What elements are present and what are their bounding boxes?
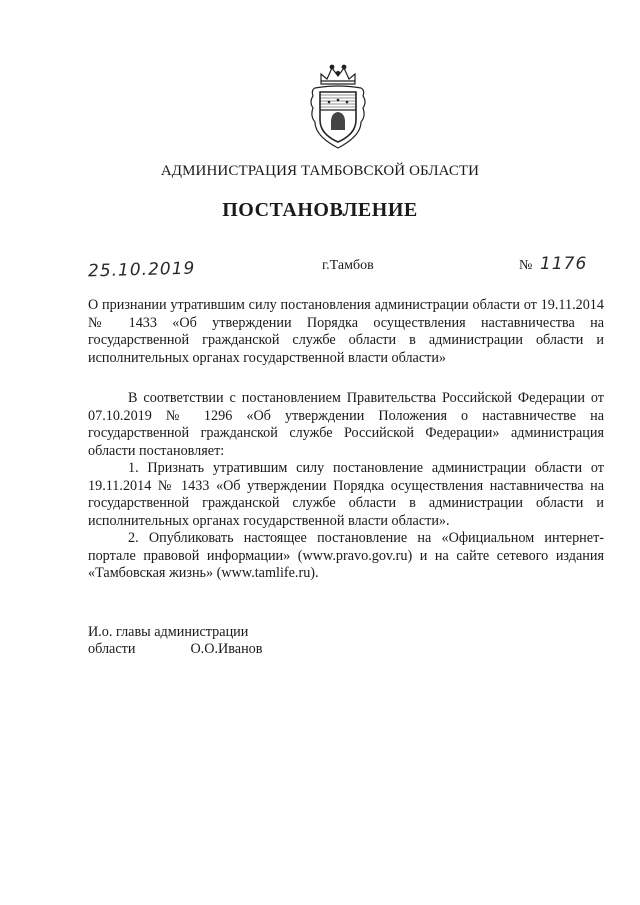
signature-block <box>88 624 262 658</box>
document-number-label: № <box>519 258 533 273</box>
signatory-name: О.О.Иванов <box>190 641 263 657</box>
item-1-paragraph: 1. Признать утратившим силу постановление администрации области от 19.11.2014 № 1433 «Об утверждении Порядка осуществления наставничества на государственной гражданской службе области в администрации области и исполнительных органах государственной власти области». <box>88 460 604 529</box>
signatory-position-region: области <box>88 641 136 657</box>
signatory-position-line2 <box>88 641 262 658</box>
issuing-authority: АДМИНИСТРАЦИЯ ТАМБОВСКОЙ ОБЛАСТИ <box>160 163 480 179</box>
preamble-paragraph: В соответствии с постановлением Правительства Российской Федерации от 07.10.2019 № 1296 «Об утверждении Положения о наставничестве на государственной гражданской службе Российской Федерации» администрация области постановляет: <box>88 390 604 459</box>
document-title: О признании утратившим силу постановления администрации области от 19.11.2014 № 1433 «Об утверждении Порядка осуществления наставничества на государственной гражданской службе области в администрации области и исполнительных органах государственной власти области» <box>88 297 604 366</box>
signatory-position-line1: И.о. главы администрации <box>88 624 249 640</box>
document-city: г.Тамбов <box>322 258 374 273</box>
item-2-paragraph: 2. Опубликовать настоящее постановление на «Официальном интернет-портале правовой информации» (www.pravo.gov.ru) и на сайте сетевого издания «Тамбовская жизнь» (www.tamlife.ru). <box>88 530 604 581</box>
document-date: 25.10.2019 <box>87 258 196 282</box>
document-body <box>88 390 604 583</box>
document-type: ПОСТАНОВЛЕНИЕ <box>222 199 418 221</box>
document-number: 1176 <box>540 254 588 274</box>
coat-of-arms-icon <box>307 62 369 152</box>
